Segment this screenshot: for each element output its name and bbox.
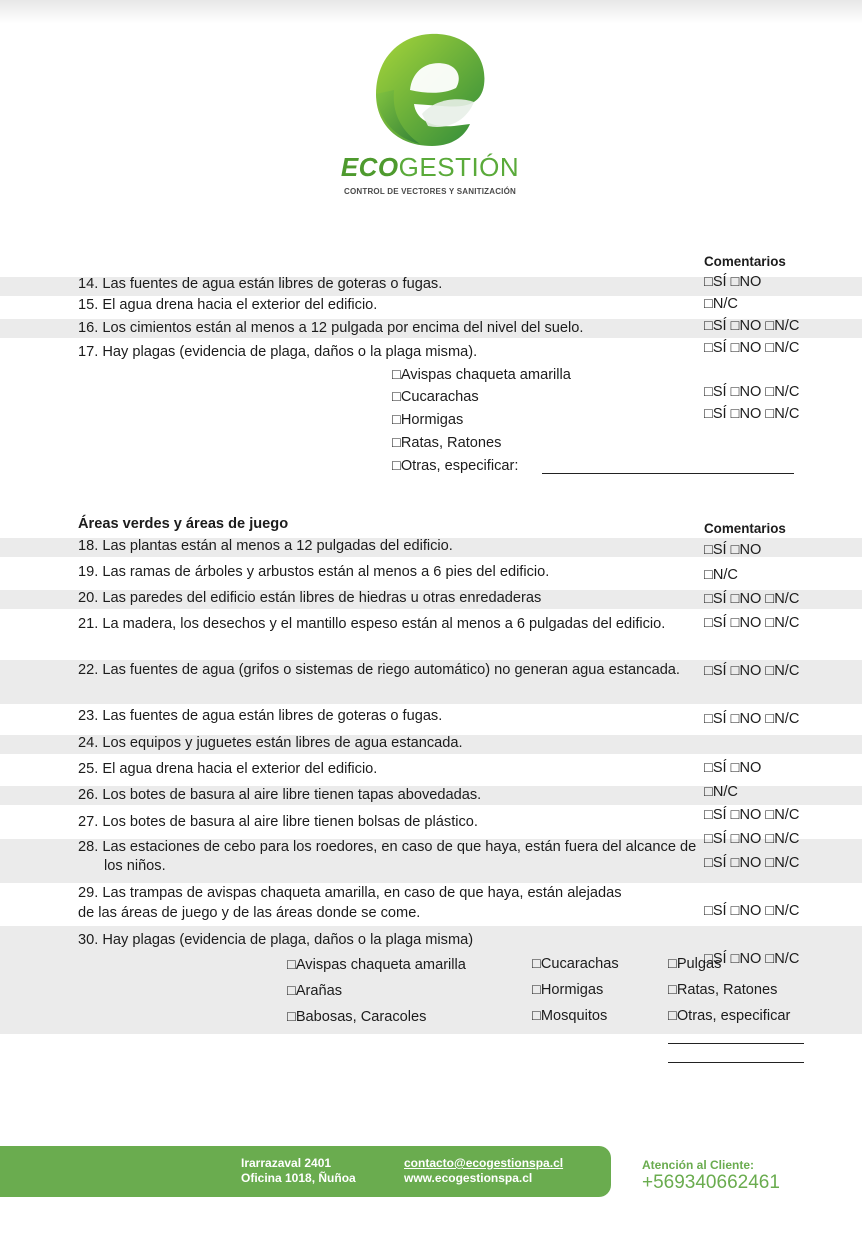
pest-option[interactable]: □Avispas chaqueta amarilla <box>392 367 571 383</box>
pest-option[interactable]: □Ratas, Ratones <box>392 435 502 451</box>
answer-options[interactable]: □N/C <box>704 784 738 800</box>
checklist-item: 16. Los cimientos están al menos a 12 pulgada por encima del nivel del suelo. <box>78 320 584 336</box>
pest-option[interactable]: □Cucarachas <box>532 956 619 972</box>
answer-options[interactable]: □SÍ □NO □N/C <box>704 318 800 334</box>
checklist-item: 23. Las fuentes de agua están libres de goteras o fugas. <box>78 708 443 724</box>
answer-options[interactable]: □SÍ □NO □N/C <box>704 663 800 679</box>
specify-line[interactable] <box>668 1062 804 1063</box>
pest-option[interactable]: □Mosquitos <box>532 1008 608 1024</box>
brand-eco: ECO <box>340 152 399 182</box>
ecogestion-logo <box>330 30 530 200</box>
pest-option[interactable]: □Avispas chaqueta amarilla <box>287 957 466 973</box>
checklist-item: 30. Hay plagas (evidencia de plaga, daños o la plaga misma) <box>78 932 474 948</box>
answer-options[interactable]: □SÍ □NO <box>704 542 762 558</box>
brand-name <box>330 152 530 183</box>
checklist-item: 26. Los botes de basura al aire libre tienen tapas abovedadas. <box>78 787 482 803</box>
checklist-item: 27. Los botes de basura al aire libre tienen bolsas de plástico. <box>78 814 478 830</box>
address-line1: Irarrazaval 2401 <box>241 1156 332 1170</box>
brand-gestion: GESTIÓN <box>398 152 520 182</box>
answer-options[interactable]: □SÍ □NO □N/C <box>704 406 800 422</box>
checklist-item: 22. Las fuentes de agua (grifos o sistemas de riego automático) no generan agua estancada. <box>78 662 680 678</box>
answer-options[interactable]: □SÍ □NO □N/C <box>704 807 800 823</box>
pest-option[interactable]: □Arañas <box>287 983 343 999</box>
section-title: Áreas verdes y áreas de juego <box>78 516 289 532</box>
checklist-item: 18. Las plantas están al menos a 12 pulgadas del edificio. <box>78 538 453 554</box>
comentarios-heading: Comentarios <box>704 521 786 536</box>
answer-options[interactable]: □SÍ □NO <box>704 760 762 776</box>
pest-option[interactable]: □Hormigas <box>532 982 604 998</box>
answer-options[interactable]: □SÍ □NO □N/C <box>704 855 800 871</box>
checklist-item: 25. El agua drena hacia el exterior del edificio. <box>78 761 378 777</box>
pest-option[interactable]: □Ratas, Ratones <box>668 982 778 998</box>
answer-options[interactable]: □SÍ □NO □N/C <box>704 711 800 727</box>
specify-line[interactable] <box>668 1043 804 1044</box>
checklist-item: 28. Las estaciones de cebo para los roedores, en caso de que haya, están fuera del alcance de los niños. <box>78 839 697 874</box>
email-link[interactable]: contacto@ecogestionspa.cl <box>404 1156 564 1170</box>
answer-options[interactable]: □SÍ □NO □N/C <box>704 831 800 847</box>
pest-option[interactable]: □Hormigas <box>392 412 464 428</box>
checklist-item: 15. El agua drena hacia el exterior del edificio. <box>78 297 378 313</box>
answer-options[interactable]: □SÍ □NO □N/C <box>704 591 800 607</box>
answer-options[interactable]: □SÍ □NO □N/C <box>704 903 800 919</box>
address-line2: Oficina 1018, Ñuñoa <box>241 1171 356 1185</box>
pest-option[interactable]: □Pulgas <box>668 956 722 972</box>
checklist-item: 14. Las fuentes de agua están libres de goteras o fugas. <box>78 276 443 292</box>
leaf-e-icon <box>370 30 490 150</box>
checklist-item: 20. Las paredes del edificio están libres de hiedras u otras enredaderas <box>78 590 542 606</box>
answer-options[interactable]: □SÍ □NO □N/C <box>704 615 800 631</box>
pest-option[interactable]: □Otras, especificar: <box>392 458 519 474</box>
answer-options[interactable]: □SÍ □NO □N/C <box>704 340 800 356</box>
answer-options[interactable]: □N/C <box>704 567 738 583</box>
top-shade <box>0 0 862 24</box>
checklist-item-continuation: de las áreas de juego y de las áreas donde se come. <box>78 905 421 921</box>
brand-tagline: CONTROL DE VECTORES Y SANITIZACIÓN <box>343 187 516 196</box>
checklist-item: 21. La madera, los desechos y el mantillo espeso están al menos a 6 pulgadas del edificio. <box>78 616 666 632</box>
checklist-item: 24. Los equipos y juguetes están libres de agua estancada. <box>78 735 463 751</box>
comentarios-heading: Comentarios <box>704 254 786 269</box>
pest-option[interactable]: □Babosas, Caracoles <box>287 1009 427 1025</box>
answer-options[interactable]: □SÍ □NO <box>704 274 762 290</box>
checklist-item: 17. Hay plagas (evidencia de plaga, daños o la plaga misma). <box>78 344 478 360</box>
checklist-item: 29. Las trampas de avispas chaqueta amarilla, en caso de que haya, están alejadas <box>78 885 622 901</box>
website-link[interactable]: www.ecogestionspa.cl <box>404 1171 533 1185</box>
pest-option[interactable]: □Cucarachas <box>392 389 479 405</box>
answer-options[interactable]: □N/C <box>704 296 738 312</box>
specify-line[interactable] <box>542 473 794 474</box>
attention-label: Atención al Cliente: <box>642 1158 755 1172</box>
checklist-item: 19. Las ramas de árboles y arbustos están al menos a 6 pies del edificio. <box>78 564 550 580</box>
answer-options[interactable]: □SÍ □NO □N/C <box>704 384 800 400</box>
pest-option[interactable]: □Otras, especificar <box>668 1008 791 1024</box>
phone-number[interactable]: +569340662461 <box>642 1172 780 1193</box>
answer-options[interactable]: □SÍ □NO □N/C <box>704 951 800 967</box>
